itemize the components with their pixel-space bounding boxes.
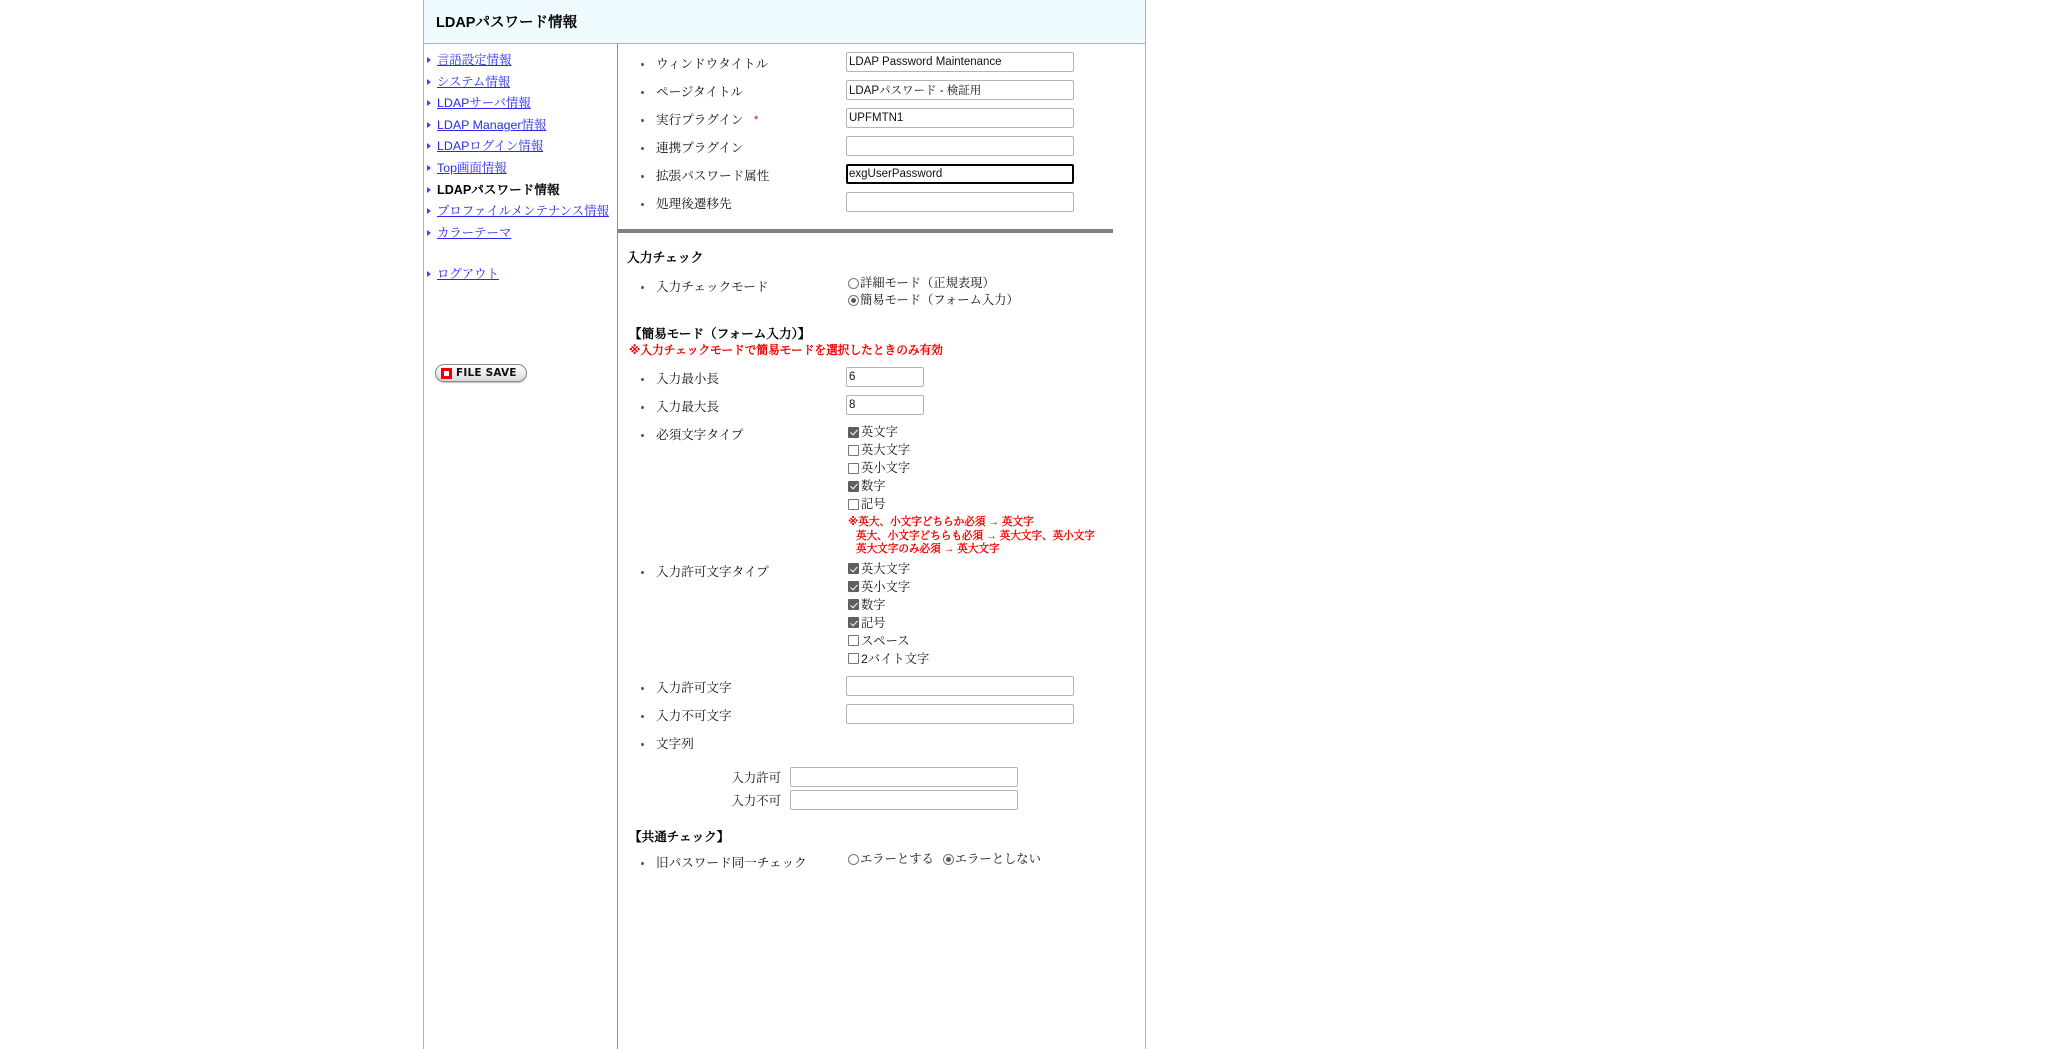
control-post-transition	[846, 192, 1145, 212]
checkbox-allowed-digit[interactable]: 数字	[848, 596, 1145, 614]
bullet-icon	[641, 715, 644, 718]
label-min-length: 入力最小長	[618, 367, 846, 392]
checkbox-allowed-space[interactable]: スペース	[848, 632, 1145, 650]
checkbox-required-alpha[interactable]: 英文字	[848, 423, 1145, 441]
control-max-length	[846, 395, 1145, 415]
red-square-icon	[441, 368, 452, 379]
bullet-icon	[641, 175, 644, 178]
field-row-same-as-old	[618, 851, 1145, 876]
caret-right-icon	[427, 122, 431, 128]
control-window-title	[846, 52, 1145, 72]
required-types-note-1: ※英大、小文字どちらか必須 → 英文字	[848, 516, 1034, 528]
sidebar-item-ldap-password	[424, 183, 617, 198]
sidebar-link-top-screen[interactable]: Top画面情報	[437, 160, 507, 175]
field-row-ext-password-attr	[618, 164, 1145, 189]
section-title-input-check: 入力チェック	[627, 250, 704, 265]
radio-icon-selected[interactable]	[848, 295, 859, 306]
page-title-input[interactable]	[846, 80, 1074, 100]
page-title: LDAPパスワード情報	[436, 15, 577, 31]
sidebar-item-language[interactable]	[424, 53, 617, 68]
checkbox-icon-checked[interactable]	[848, 481, 859, 492]
bullet-icon	[641, 434, 644, 437]
sub-row-string-deny	[618, 790, 1145, 810]
control-ext-password-attr	[846, 164, 1145, 184]
bullet-icon	[641, 203, 644, 206]
field-row-window-title	[618, 52, 1145, 77]
max-length-input[interactable]	[846, 395, 924, 415]
required-types-note-3: 英大文字のみ必須 → 英大文字	[856, 543, 1000, 555]
exec-plugin-input[interactable]	[846, 108, 1074, 128]
field-row-page-title	[618, 80, 1145, 105]
string-deny-input[interactable]	[790, 790, 1018, 810]
required-asterisk-icon: *	[754, 114, 759, 126]
field-row-max-length	[618, 395, 1145, 420]
control-allowed-chars	[846, 676, 1145, 696]
sub-row-string-allow	[618, 767, 1145, 787]
label-strings: 文字列	[618, 732, 846, 757]
label-check-mode: 入力チェックモード	[618, 275, 846, 300]
sidebar-label-ldap-password: LDAPパスワード情報	[437, 182, 560, 197]
field-row-min-length	[618, 367, 1145, 392]
control-same-as-old	[846, 851, 1145, 868]
sidebar	[424, 44, 618, 1049]
checkbox-icon[interactable]	[848, 463, 859, 474]
bullet-icon	[641, 63, 644, 66]
caret-right-icon	[427, 187, 431, 193]
bullet-icon	[641, 119, 644, 122]
page-container	[423, 0, 1146, 1049]
radio-detail-mode[interactable]: 詳細モード（正規表現）	[848, 275, 1145, 292]
checkbox-icon-checked[interactable]	[848, 599, 859, 610]
label-max-length: 入力最大長	[618, 395, 846, 420]
block-title-common-check: 【共通チェック】	[629, 829, 730, 844]
label-page-title: ページタイトル	[618, 80, 846, 105]
file-save-label: FILE SAVE	[456, 367, 517, 380]
checkbox-icon-checked[interactable]	[848, 617, 859, 628]
bullet-icon	[641, 286, 644, 289]
field-row-check-mode	[618, 275, 1145, 309]
control-required-types	[846, 423, 1145, 557]
radio-simple-mode[interactable]: 簡易モード（フォーム入力）	[848, 292, 1145, 309]
field-row-exec-plugin	[618, 108, 1145, 133]
label-string-deny: 入力不可	[731, 793, 781, 808]
checkbox-allowed-lowercase[interactable]: 英小文字	[848, 578, 1145, 596]
checkbox-allowed-uppercase[interactable]: 英大文字	[848, 560, 1145, 578]
sidebar-link-ldap-login[interactable]: LDAPログイン情報	[437, 139, 544, 154]
radio-same-as-old-error[interactable]: エラーとする	[848, 851, 934, 868]
radio-same-as-old-no-error[interactable]: エラーとしない	[943, 851, 1041, 868]
checkbox-icon[interactable]	[848, 653, 859, 664]
checkbox-required-digit[interactable]: 数字	[848, 477, 1145, 495]
main-content	[618, 44, 1145, 919]
page-body	[424, 44, 1145, 1049]
sidebar-link-profile-maintenance[interactable]: プロファイルメンテナンス情報	[437, 204, 609, 219]
label-allowed-chars: 入力許可文字	[618, 676, 846, 701]
radio-icon-selected[interactable]	[943, 854, 954, 865]
block-title-simple-mode: 【簡易モード（フォーム入力）】	[629, 327, 811, 341]
sidebar-item-ldap-login[interactable]	[424, 139, 617, 154]
simple-mode-note: ※入力チェックモードで簡易モードを選択したときのみ有効	[629, 344, 943, 357]
checkbox-required-symbol[interactable]: 記号	[848, 495, 1145, 513]
field-row-post-transition	[618, 192, 1145, 217]
sidebar-divider-space	[424, 247, 617, 267]
label-denied-chars: 入力不可文字	[618, 704, 846, 729]
caret-right-icon	[427, 100, 431, 106]
label-allowed-types: 入力許可文字タイプ	[618, 560, 846, 585]
file-save-area	[435, 364, 617, 384]
checkbox-icon[interactable]	[848, 635, 859, 646]
label-ext-password-attr: 拡張パスワード属性	[618, 164, 846, 189]
control-page-title	[846, 80, 1145, 100]
bullet-icon	[641, 571, 644, 574]
sidebar-item-logout[interactable]	[424, 267, 617, 282]
checkbox-icon-checked[interactable]	[848, 563, 859, 574]
sidebar-item-top-screen[interactable]	[424, 161, 617, 176]
checkbox-icon[interactable]	[848, 499, 859, 510]
sidebar-item-ldap-manager[interactable]	[424, 118, 617, 133]
caret-right-icon	[427, 79, 431, 85]
caret-right-icon	[427, 57, 431, 63]
checkbox-required-uppercase[interactable]: 英大文字	[848, 441, 1145, 459]
checkbox-icon[interactable]	[848, 445, 859, 456]
bullet-icon	[641, 743, 644, 746]
label-same-as-old: 旧パスワード同一チェック	[618, 851, 846, 876]
field-row-denied-chars	[618, 704, 1145, 729]
radio-icon[interactable]	[848, 278, 859, 289]
sidebar-link-ldap-server[interactable]: LDAPサーバ情報	[437, 96, 531, 111]
sidebar-link-language[interactable]: 言語設定情報	[437, 53, 512, 67]
bullet-icon	[641, 378, 644, 381]
bullet-icon	[641, 862, 644, 865]
min-length-input[interactable]	[846, 367, 924, 387]
field-row-strings	[618, 732, 1145, 757]
caret-right-icon	[427, 271, 431, 277]
label-link-plugin: 連携プラグイン	[618, 136, 846, 161]
control-denied-chars	[846, 704, 1145, 724]
bullet-icon	[641, 406, 644, 409]
allowed-chars-input[interactable]	[846, 676, 1074, 696]
post-transition-input[interactable]	[846, 192, 1074, 212]
caret-right-icon	[427, 230, 431, 236]
label-required-types: 必須文字タイプ	[618, 423, 846, 448]
caret-right-icon	[427, 208, 431, 214]
denied-chars-input[interactable]	[846, 704, 1074, 724]
sidebar-item-color-theme[interactable]	[424, 226, 617, 241]
checkbox-required-lowercase[interactable]: 英小文字	[848, 459, 1145, 477]
field-row-allowed-types	[618, 560, 1145, 668]
checkbox-allowed-doublebyte[interactable]: 2バイト文字	[848, 650, 1145, 668]
sidebar-link-color-theme[interactable]: カラーテーマ	[437, 225, 512, 240]
control-min-length	[846, 367, 1145, 387]
checkbox-icon-checked[interactable]	[848, 581, 859, 592]
file-save-button[interactable]	[435, 364, 527, 382]
bullet-icon	[641, 687, 644, 690]
field-row-link-plugin	[618, 136, 1145, 161]
sidebar-item-ldap-server[interactable]	[424, 96, 617, 111]
field-row-allowed-chars	[618, 676, 1145, 701]
sidebar-link-system[interactable]: システム情報	[437, 74, 511, 89]
control-link-plugin	[846, 136, 1145, 156]
label-exec-plugin: 実行プラグイン *	[618, 108, 846, 133]
bullet-icon	[641, 91, 644, 94]
sidebar-item-profile-maintenance[interactable]	[424, 204, 617, 219]
control-exec-plugin	[846, 108, 1145, 128]
control-check-mode	[846, 275, 1145, 309]
window-title-input[interactable]	[846, 52, 1074, 72]
checkbox-allowed-symbol[interactable]: 記号	[848, 614, 1145, 632]
label-post-transition: 処理後遷移先	[618, 192, 846, 217]
ext-password-attr-input[interactable]	[846, 164, 1074, 184]
label-string-allow: 入力許可	[731, 770, 781, 785]
page-header	[424, 0, 1145, 44]
control-allowed-types	[846, 560, 1145, 668]
required-types-notes	[848, 516, 1145, 557]
required-types-note-2: 英大、小文字どちらも必須 → 英大文字、英小文字	[856, 529, 1095, 542]
sidebar-link-logout[interactable]: ログアウト	[437, 267, 499, 282]
sidebar-item-system[interactable]	[424, 75, 617, 90]
sidebar-link-ldap-manager[interactable]: LDAP Manager情報	[437, 117, 547, 132]
section-divider	[618, 229, 1113, 233]
checkbox-icon-checked[interactable]	[848, 427, 859, 438]
link-plugin-input[interactable]	[846, 136, 1074, 156]
field-row-required-types	[618, 423, 1145, 557]
string-allow-input[interactable]	[790, 767, 1018, 787]
radio-icon[interactable]	[848, 854, 859, 865]
caret-right-icon	[427, 143, 431, 149]
bullet-icon	[641, 147, 644, 150]
caret-right-icon	[427, 165, 431, 171]
label-window-title: ウィンドウタイトル	[618, 52, 846, 77]
